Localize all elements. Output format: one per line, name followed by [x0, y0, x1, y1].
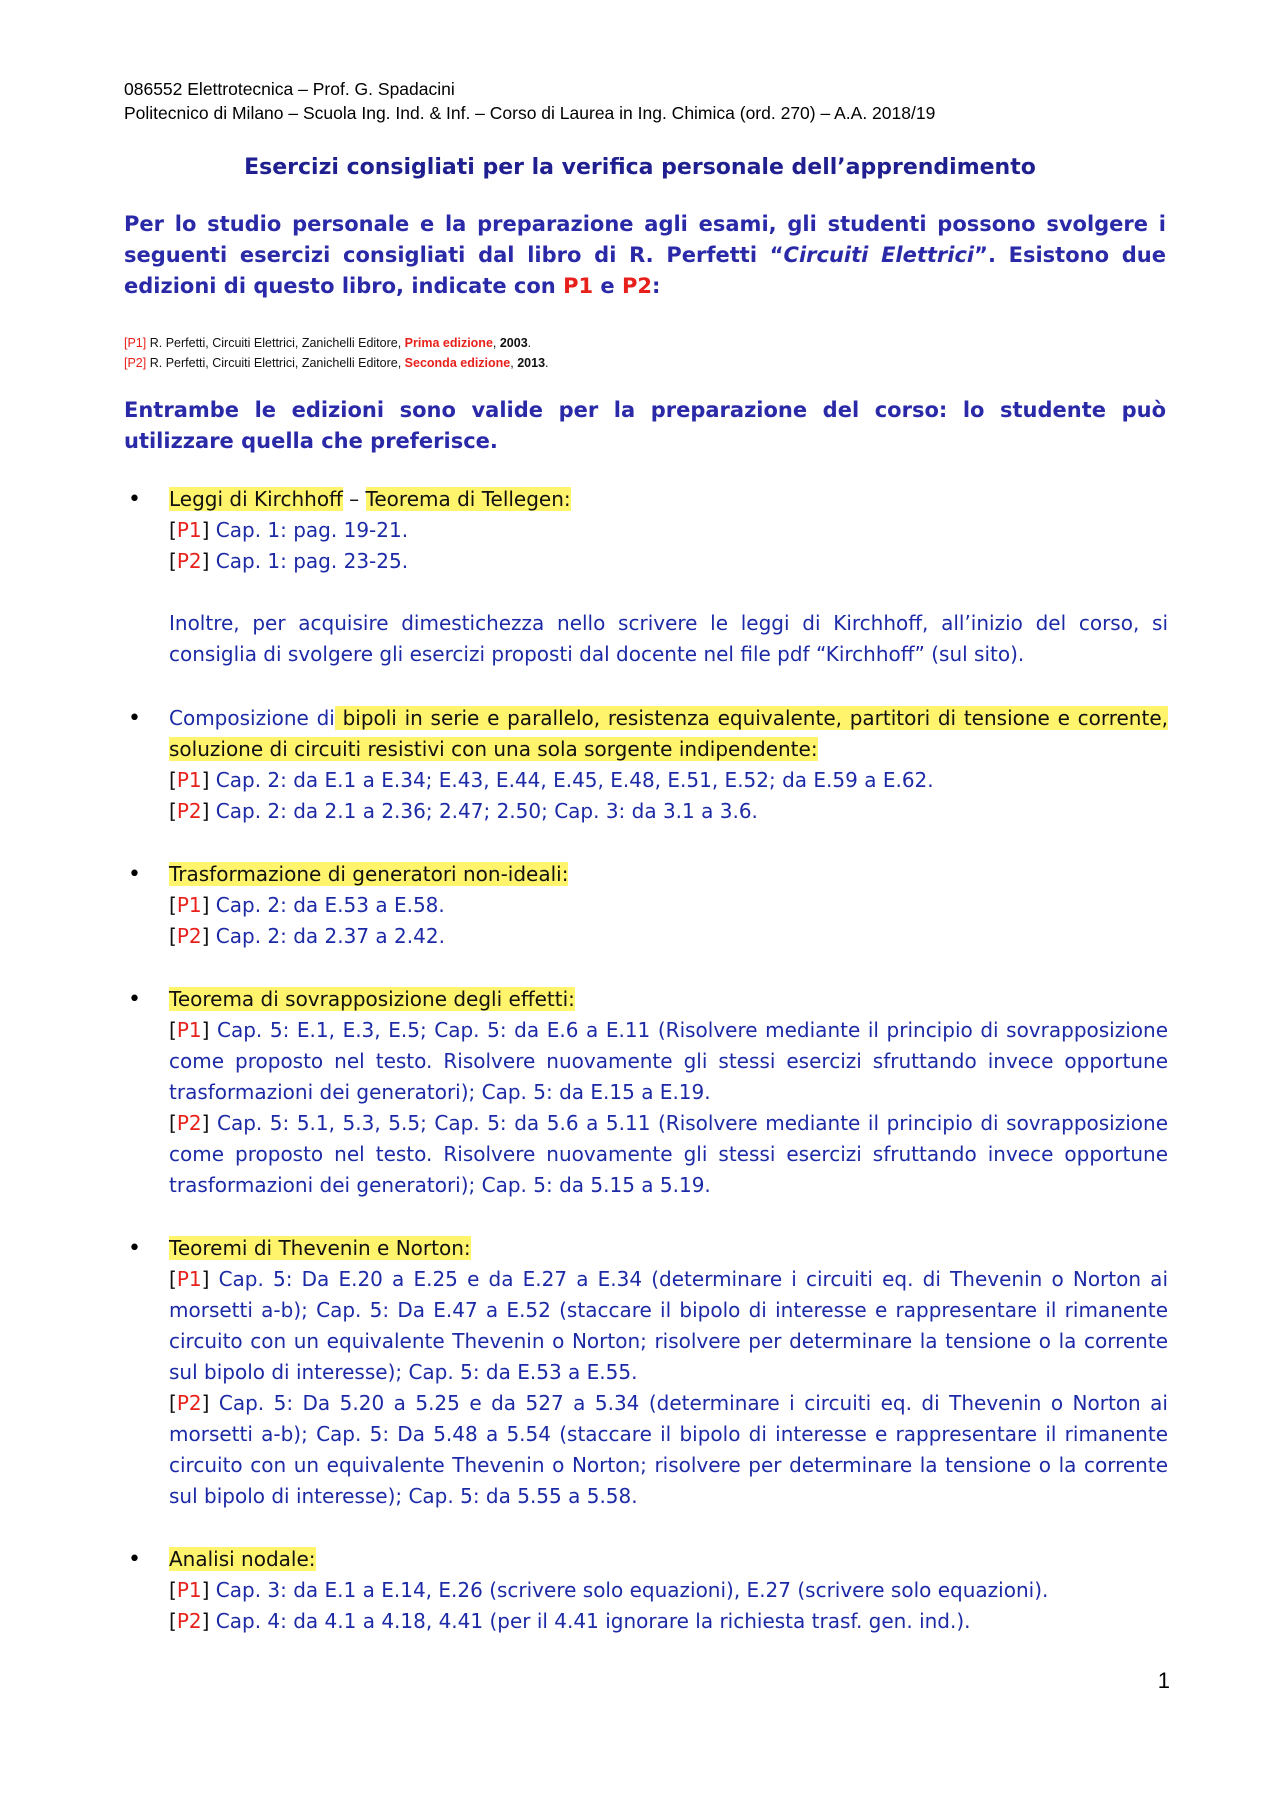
p1-text: Cap. 2: da E.1 a E.34; E.43, E.44, E.45, E.48, E.51, E.52; da E.59 a E.62.: [209, 768, 934, 792]
reference-edition: Seconda edizione: [404, 356, 511, 370]
reference-text: R. Perfetti, Circuiti Elettrici, Zanichelli Editore,: [146, 356, 405, 370]
bracket: ]: [201, 924, 210, 948]
topic-highlight: Teorema di Tellegen:: [365, 487, 571, 511]
p2-exercises: [169, 1108, 1168, 1201]
p2-tag: P2: [176, 1111, 202, 1135]
bracket: [: [169, 1018, 177, 1042]
p2-exercises: [169, 796, 1168, 827]
bracket: [: [169, 924, 177, 948]
exercise-section: [128, 703, 1168, 827]
p1-tag: P1: [176, 518, 202, 542]
bullet-icon: •: [128, 862, 141, 887]
reference-end: .: [545, 356, 549, 370]
bracket: ]: [201, 1018, 210, 1042]
p2-text: Cap. 2: da 2.1 a 2.36; 2.47; 2.50; Cap. 3: da 3.1 a 3.6.: [209, 799, 758, 823]
exercise-section: [128, 984, 1168, 1201]
p2-tag: P2: [176, 549, 202, 573]
intro-text: Per lo studio personale e la preparazione agli esami, gli studenti possono svolgere i seguenti esercizi consigliati dal libro di R. Perfetti “: [124, 212, 1166, 267]
course-header-line: 086552 Elettrotecnica – Prof. G. Spadacini: [124, 79, 455, 99]
bracket: [: [169, 518, 177, 542]
p1-tag: P1: [176, 1578, 202, 1602]
bracket: ]: [201, 518, 210, 542]
page-number: 1: [1157, 1668, 1170, 1693]
intro-colon: :: [651, 274, 661, 298]
bullet-icon: •: [128, 706, 141, 731]
reference-edition: Prima edizione: [404, 336, 493, 350]
p1-exercises: [169, 1575, 1168, 1606]
p2-tag: P2: [176, 1609, 202, 1633]
bullet-icon: •: [128, 1547, 141, 1572]
p1-tag: P1: [176, 1267, 202, 1291]
book-title: Circuiti Elettrici: [783, 243, 975, 267]
bracket: [: [169, 893, 177, 917]
reference-tag: [P2]: [124, 356, 147, 370]
p2-exercises: [169, 1388, 1168, 1512]
bullet-icon: •: [128, 987, 141, 1012]
topic-highlight: Analisi nodale:: [169, 1547, 316, 1571]
reference-item: [124, 353, 549, 373]
p2-exercises: [169, 1606, 1168, 1637]
p1-label: P1: [563, 274, 594, 298]
exercise-section: [128, 859, 1168, 952]
exercise-section: [128, 484, 1168, 670]
bracket: [: [169, 1391, 177, 1415]
p1-text: Cap. 5: Da E.20 a E.25 e da E.27 a E.34 (determinare i circuiti eq. di Thevenin o Norton ai morsetti a-b); Cap. 5: Da E.47 a E.52 (staccare il bipolo di interesse e rappresentare il rimanente circuito con un equivalente Thevenin o Norton; risolvere per determinare la tensione o la corrente sul bipolo di interesse); Cap. 5: da E.53 a E.55.: [169, 1267, 1168, 1384]
p2-exercises: [169, 921, 1168, 952]
p2-exercises: [169, 546, 1168, 577]
reference-sep: ,: [510, 356, 518, 370]
intro-text-2: ”. Esistono due edizioni di questo libro, indicate con: [124, 243, 1166, 298]
bracket: [: [169, 549, 177, 573]
bracket: ]: [201, 768, 210, 792]
p2-tag: P2: [176, 799, 202, 823]
p1-text: Cap. 3: da E.1 a E.14, E.26 (scrivere solo equazioni), E.27 (scrivere solo equazioni).: [209, 1578, 1049, 1602]
reference-tag: [P1]: [124, 336, 147, 350]
topic-prefix: Composizione di: [169, 706, 335, 730]
p2-text: Cap. 1: pag. 23-25.: [209, 549, 409, 573]
p1-exercises: [169, 1264, 1168, 1388]
bracket: ]: [201, 1111, 210, 1135]
bracket: ]: [201, 799, 210, 823]
intro-paragraph: [124, 209, 1166, 302]
p2-text: Cap. 5: 5.1, 5.3, 5.5; Cap. 5: da 5.6 a 5.11 (Risolvere mediante il principio di sovrapposizione come proposto nel testo. Risolvere nuovamente gli stessi esercizi sfruttando invece opportune trasformazioni dei generatori); Cap. 5: da 5.15 a 5.19.: [169, 1111, 1168, 1197]
intro-and: e: [593, 274, 622, 298]
p2-text: Cap. 4: da 4.1 a 4.18, 4.41 (per il 4.41 ignorare la richiesta trasf. gen. ind.).: [209, 1609, 971, 1633]
topic-highlight: -ideali:: [500, 862, 569, 886]
kirchhoff-note: Inoltre, per acquisire dimestichezza nello scrivere le leggi di Kirchhoff, all’inizio del corso, si consiglia di svolgere gli esercizi proposti dal docente nel file pdf “Kirchhoff” (sul sito).: [169, 611, 1168, 666]
bracket: [: [169, 768, 177, 792]
editions-note: Entrambe le edizioni sono valide per la preparazione del corso: lo studente può utilizzare quella che preferisce.: [124, 398, 1166, 453]
topic-highlight: Teoremi di Thevenin e Norton:: [169, 1236, 471, 1260]
topic-sep: –: [342, 487, 366, 511]
p2-text: Cap. 2: da 2.37 a 2.42.: [209, 924, 445, 948]
p1-text: Cap. 2: da E.53 a E.58.: [209, 893, 445, 917]
bracket: [: [169, 1111, 177, 1135]
bracket: [: [169, 799, 177, 823]
p2-tag: P2: [176, 924, 202, 948]
bracket: ]: [201, 893, 210, 917]
bracket: ]: [201, 1267, 210, 1291]
reference-item: [124, 333, 549, 353]
reference-sep: ,: [492, 336, 500, 350]
p1-exercises: [169, 765, 1168, 796]
bullet-icon: •: [128, 487, 141, 512]
bullet-icon: •: [128, 1236, 141, 1261]
institution-header-line: Politecnico di Milano – Scuola Ing. Ind. & Inf. – Corso di Laurea in Ing. Chimica (ord. 270) – A.A. 2018/19: [124, 103, 936, 123]
bracket: [: [169, 1578, 177, 1602]
bracket: ]: [201, 1578, 210, 1602]
p2-tag: P2: [176, 1391, 202, 1415]
bracket: ]: [201, 549, 210, 573]
topic-highlight: bipoli in serie e parallelo, resistenza equivalente, partitori di tensione e corrente, soluzione di circuiti resistivi con una sola sorgente indipendente:: [169, 706, 1168, 761]
reference-year: 2003: [499, 336, 528, 350]
topic-highlight: Leggi di Kirchhoff: [169, 487, 343, 511]
exercise-section: [128, 1233, 1168, 1512]
bracket: ]: [201, 1391, 210, 1415]
p1-tag: P1: [176, 1018, 202, 1042]
bracket: [: [169, 1609, 177, 1633]
reference-end: .: [527, 336, 532, 350]
p1-text: Cap. 1: pag. 19-21.: [209, 518, 409, 542]
p1-exercises: [169, 515, 1168, 546]
topic-highlight: Teorema di sovrapposizione degli effetti:: [169, 987, 575, 1011]
reference-year: 2013: [517, 356, 546, 370]
bracket: [: [169, 1267, 177, 1291]
references-list: [124, 333, 549, 373]
p1-tag: P1: [176, 893, 202, 917]
reference-text: R. Perfetti, Circuiti Elettrici, Zanichelli Editore,: [146, 336, 405, 350]
bracket: ]: [201, 1609, 210, 1633]
topic-highlight: Trasformazione di generatori non: [169, 862, 501, 886]
p1-tag: P1: [176, 768, 202, 792]
p2-text: Cap. 5: Da 5.20 a 5.25 e da 527 a 5.34 (determinare i circuiti eq. di Thevenin o Norton ai morsetti a-b); Cap. 5: Da 5.48 a 5.54 (staccare il bipolo di interesse e rappresentare il rimanente circuito con un equivalente Thevenin o Norton; risolvere per determinare la tensione o la corrente sul bipolo di interesse); Cap. 5: da 5.55 a 5.58.: [169, 1391, 1168, 1508]
p2-label: P2: [621, 274, 652, 298]
page-title: Esercizi consigliati per la verifica personale dell’apprendimento: [244, 155, 1036, 180]
exercise-section: [128, 1544, 1168, 1637]
p1-text: Cap. 5: E.1, E.3, E.5; Cap. 5: da E.6 a E.11 (Risolvere mediante il principio di sovrapposizione come proposto nel testo. Risolvere nuovamente gli stessi esercizi sfruttando invece opportune trasformazioni dei generatori); Cap. 5: da E.15 a E.19.: [169, 1018, 1168, 1104]
p1-exercises: [169, 890, 1168, 921]
p1-exercises: [169, 1015, 1168, 1108]
